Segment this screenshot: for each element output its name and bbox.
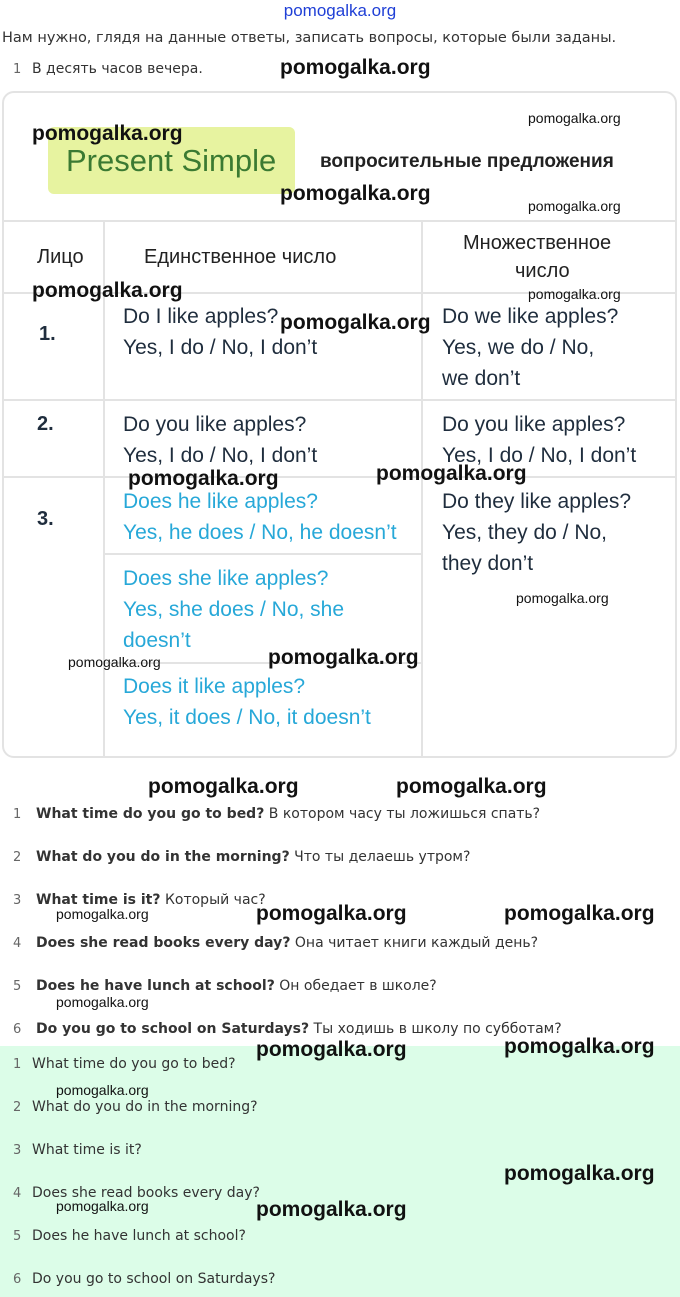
watermark: pomogalka.org [268,646,419,669]
final-number: 5 [13,1229,22,1244]
answer-line: Does he have lunch at school? Он обедает в школе? [36,978,437,994]
example-number: 1 [13,62,22,77]
watermark: pomogalka.org [256,1198,407,1221]
row1-plur-answer-2: we don’t [442,367,521,390]
row1-plur-question: Do we like apples? [442,305,619,328]
answer-line: What time is it? Который час? [36,892,266,908]
site-logo[interactable]: pomogalka.org [283,1,397,20]
watermark: pomogalka.org [280,182,431,205]
answer-number: 4 [13,936,22,951]
answer-number: 5 [13,979,22,994]
watermark: pomogalka.org [256,1038,407,1061]
watermark: pomogalka.org [32,279,183,302]
watermark: pomogalka.org [504,1162,655,1185]
watermark: pomogalka.org [528,110,621,126]
row2-sing-answer: Yes, I do / No, I don’t [123,444,318,467]
final-number: 2 [13,1100,22,1115]
person-2: 2. [37,413,54,435]
final-number: 4 [13,1186,22,1201]
table-subtitle: вопросительные предложения [320,151,614,172]
row1-sing-answer: Yes, I do / No, I don’t [123,336,318,359]
watermark: pomogalka.org [504,1035,655,1058]
task-description: Нам нужно, глядя на данные ответы, записать вопросы, которые были заданы. [2,30,617,46]
watermark: pomogalka.org [56,1082,149,1098]
watermark: pomogalka.org [504,902,655,925]
watermark: pomogalka.org [516,590,609,606]
row3-it-question: Does it like apples? [123,675,306,698]
watermark: pomogalka.org [56,1198,149,1214]
final-number: 3 [13,1143,22,1158]
watermark: pomogalka.org [56,994,149,1010]
row2-plur-question: Do you like apples? [442,413,626,436]
watermark: pomogalka.org [396,775,547,798]
final-answer: Does he have lunch at school? [32,1228,246,1244]
watermark: pomogalka.org [256,902,407,925]
row1-plur-answer: Yes, we do / No, [442,336,595,359]
answer-number: 3 [13,893,22,908]
row1-sing-question: Do I like apples? [123,305,279,328]
final-number: 6 [13,1272,22,1287]
final-answer: What time do you go to bed? [32,1056,236,1072]
row2-sing-question: Do you like apples? [123,413,307,436]
row3-plur-answer-2: they don’t [442,552,534,575]
row3-plur-question: Do they like apples? [442,490,632,513]
watermark: pomogalka.org [280,56,431,79]
row2-plur-answer: Yes, I do / No, I don’t [442,444,637,467]
row3-he-answer: Yes, he does / No, he doesn’t [123,521,397,544]
answer-line: Does she read books every day? Она читает книги каждый день? [36,935,539,951]
answer-number: 1 [13,807,22,822]
row3-she-answer: Yes, she does / No, she [123,598,345,621]
watermark: pomogalka.org [68,654,161,670]
row3-plur-answer: Yes, they do / No, [442,521,607,544]
watermark: pomogalka.org [528,286,621,302]
person-3: 3. [37,508,54,530]
col-singular-header: Единственное число [144,246,337,268]
final-answer: What time is it? [32,1142,142,1158]
answer-number: 2 [13,850,22,865]
answer-number: 6 [13,1022,22,1037]
answer-line: Do you go to school on Saturdays? Ты ходишь в школу по субботам? [36,1021,562,1037]
row3-he-question: Does he like apples? [123,490,318,513]
example-text: В десять часов вечера. [32,61,203,77]
row3-it-answer: Yes, it does / No, it doesn’t [123,706,371,729]
final-number: 1 [13,1057,22,1072]
row3-she-answer-2: doesn’t [123,629,191,652]
row3-she-question: Does she like apples? [123,567,329,590]
col-plural-header-2: число [515,260,570,282]
person-1: 1. [39,323,56,345]
watermark: pomogalka.org [148,775,299,798]
watermark: pomogalka.org [56,906,149,922]
answer-line: What do you do in the morning? Что ты делаешь утром? [36,849,471,865]
watermark: pomogalka.org [32,122,183,145]
watermark: pomogalka.org [280,311,431,334]
answer-line: What time do you go to bed? В котором часу ты ложишься спать? [36,806,541,822]
final-answer: Does she read books every day? [32,1185,260,1201]
col-person-header: Лицо [37,246,84,268]
table-title: Present Simple [66,143,277,178]
watermark: pomogalka.org [128,467,279,490]
final-answer: What do you do in the morning? [32,1099,258,1115]
final-answer: Do you go to school on Saturdays? [32,1271,276,1287]
watermark: pomogalka.org [376,462,527,485]
col-plural-header: Множественное [463,232,612,254]
watermark: pomogalka.org [528,198,621,214]
